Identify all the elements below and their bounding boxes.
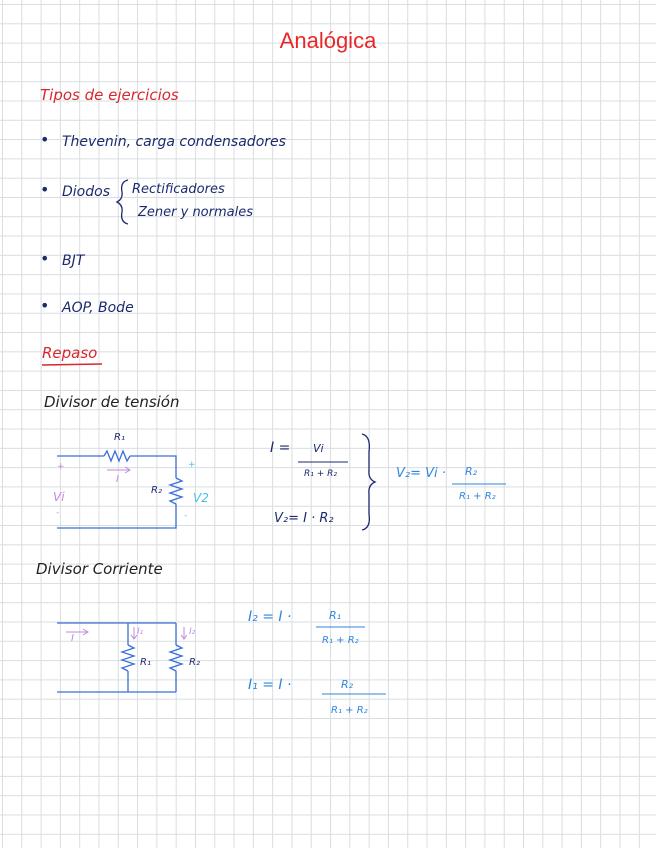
- v2-label: V2: [193, 491, 209, 505]
- plus-sign: +: [188, 460, 196, 470]
- eq-v2: V₂= I · R₂: [274, 511, 334, 526]
- i1-label: I₁: [137, 627, 144, 637]
- list-item: AOP, Bode: [62, 300, 134, 316]
- eq-i1-lhs: I₁ = I ·: [248, 677, 292, 693]
- section-heading-tipos: Tipos de ejercicios: [40, 86, 179, 104]
- r1-label: R₁: [140, 657, 151, 668]
- r2-label: R₂: [189, 657, 200, 668]
- eq-i2-denominator: R₁ + R₂: [322, 635, 359, 646]
- eq-current-lhs: I =: [270, 440, 291, 456]
- i1-arrow-icon: [131, 627, 137, 639]
- section-heading-repaso: Repaso: [42, 344, 98, 362]
- list-item: Thevenin, carga condensadores: [62, 134, 286, 150]
- r1-label: R₁: [114, 432, 125, 443]
- plus-sign: +: [57, 462, 65, 472]
- diodos-sub-item: Zener y normales: [138, 205, 253, 220]
- minus-sign: -: [184, 511, 188, 521]
- list-item: BJT: [62, 253, 85, 269]
- diodos-sub-item: Rectificadores: [132, 182, 225, 197]
- r2-label: R₂: [151, 485, 162, 496]
- bullet-icon: •: [40, 296, 50, 315]
- current-label: I: [71, 633, 74, 644]
- current-arrow-icon: [66, 629, 88, 635]
- eq-current-denominator: R₁ + R₂: [304, 469, 337, 479]
- bullet-icon: •: [40, 249, 50, 268]
- eq-i1-numerator: R₂: [341, 678, 354, 691]
- bullet-icon: •: [40, 180, 50, 199]
- current-divider-circuit: [57, 623, 182, 692]
- result-denominator: R₁ + R₂: [459, 491, 496, 502]
- equations-brace: [362, 434, 375, 530]
- i2-arrow-icon: [181, 627, 187, 639]
- current-label: I: [116, 474, 119, 485]
- eq-i1-denominator: R₁ + R₂: [331, 705, 368, 716]
- list-item: Diodos: [62, 184, 110, 200]
- i2-label: I₂: [189, 627, 196, 637]
- diodos-brace: [117, 180, 128, 224]
- eq-i2-lhs: I₂ = I ·: [248, 609, 292, 625]
- page-title: Analógica: [279, 28, 377, 53]
- result-lhs: V₂= Vi ·: [396, 466, 446, 481]
- divisor-corriente-title: Divisor Corriente: [36, 560, 163, 578]
- divisor-tension-title: Divisor de tensión: [44, 393, 180, 411]
- eq-current-numerator: Vi: [313, 442, 324, 455]
- eq-i2-numerator: R₁: [329, 609, 342, 622]
- current-arrow-icon: [107, 467, 130, 473]
- repaso-underline: [42, 364, 102, 365]
- result-numerator: R₂: [465, 465, 478, 478]
- vi-label: Vi: [53, 490, 65, 504]
- voltage-divider-circuit: [57, 451, 182, 528]
- minus-sign: -: [56, 508, 60, 518]
- bullet-icon: •: [40, 130, 50, 149]
